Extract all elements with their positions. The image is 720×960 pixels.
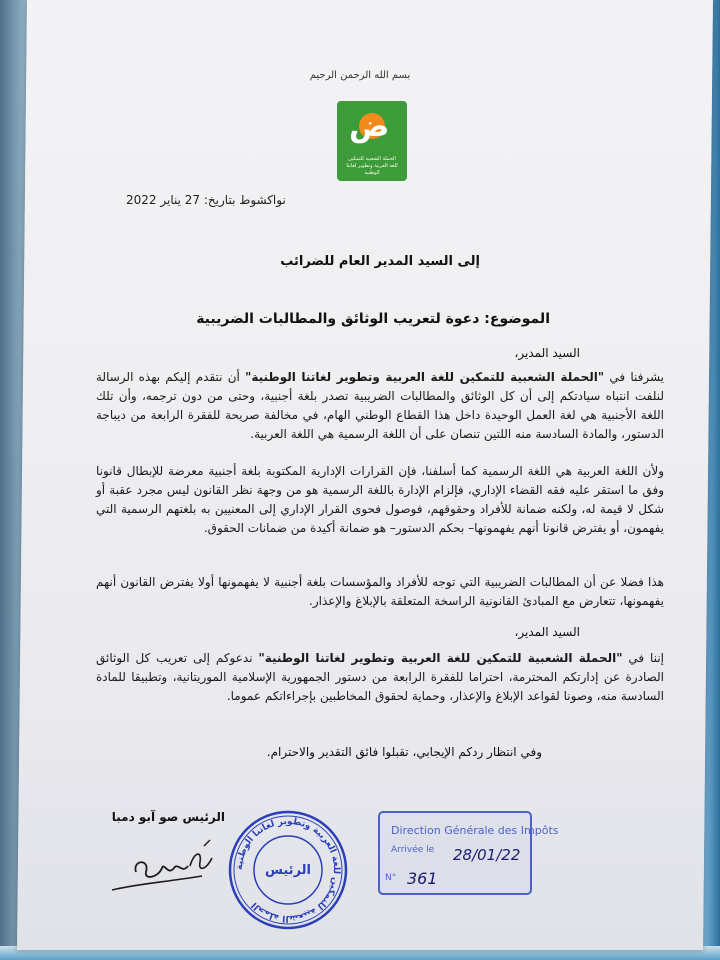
- paragraph-1-rest: أن نتقدم إليكم بهذه الرسالة لنلفت انتباه سيادتكم إلى أن كل الوثائق والمطالبات الضريبية تصدر بلغة أجنبية، وحتى من دون ترجمه، وأن تلك اللغة الأجنبية هي لغة العمل الوحيدة داخل هذا القطاع الوطني الهام، في مخالفة صريحة للفقرة الرابعة من ديباجة الدستور، والمادة السادسة منه اللتين تنصان على أن اللغة الرسمية هي اللغة العربية.: [96, 370, 664, 441]
- official-seal: [226, 808, 350, 932]
- stamp-number-label: N°: [385, 873, 397, 883]
- campaign-logo: [337, 101, 407, 181]
- campaign-name-2: "الحملة الشعبية للتمكين للغة العربية وتطوير لغاتنا الوطنية": [258, 651, 623, 665]
- paragraph-1-prefix: يشرفنا في: [604, 370, 665, 384]
- paragraph-3: هذا فضلا عن أن المطالبات الضريبية التي توجه للأفراد والمؤسسات بلغة أجنبية لا يفهمونها أولا يفترض القانون أنهم يفهمونها، تتعارض مع المبادئ القانونية الراسخة المتعلقة بالإبلاغ والإعذار.: [96, 575, 664, 608]
- signatory-name: الرئيس صو آبو دمبا: [111, 810, 225, 824]
- seal-center-text: الرئيس: [265, 863, 311, 878]
- salutation-1: السيد المدير،: [514, 346, 580, 360]
- handwritten-signature: [106, 832, 226, 902]
- logo-caption-line-2: للغة العربية وتطوير لغاتنا الوطنية: [346, 163, 398, 176]
- paragraph-4: [96, 649, 664, 706]
- closing-line: وفي انتظار ردكم الإيجابي، تقبلوا فائق التقدير والاحترام.: [266, 745, 542, 759]
- logo-caption: [341, 156, 403, 177]
- campaign-name-1: "الحملة الشعبية للتمكين للغة العربية وتطوير لغاتنا الوطنية": [245, 370, 605, 384]
- stamp-line-1: Direction Générale des Impôts: [391, 824, 559, 837]
- salutation-2: السيد المدير،: [514, 625, 580, 639]
- paragraph-4-rest: ندعوكم إلى تعريب كل الوثائق الصادرة عن إدارتكم المحترمة، احتراما للفقرة الرابعة من دستور الجمهورية الإسلامية الموريتانية، وتطبيقا للمادة السادسة منه، وصونا لقواعد الإبلاغ والإعذار، وحماية لحقوق المخاطبين بإجراءاتكم عموما.: [96, 651, 664, 703]
- basmala: بسم الله الرحمن الرحيم: [309, 70, 411, 81]
- logo-letter: ض: [349, 109, 390, 144]
- logo-caption-line-1: الحملة الشعبية للتمكين: [348, 156, 396, 162]
- seal-ring-text: الحملة الشعبية للتمكين للغة العربية وتطوير لغاتنا الوطنية: [234, 816, 342, 924]
- reception-stamp: [375, 808, 559, 898]
- paragraph-2: ولأن اللغة العربية هي اللغة الرسمية كما أسلفنا، فإن القرارات الإدارية المكتوبة بلغة أجنبية معرضة للإبطال قانونا وفق ما استقر عليه فقه القضاء الإداري، فإلزام الإدارة باللغة الرسمية هو من وجهة نظر القانون ليس مجرد عقبة أو شكل لا قيمة له، ولكنه ضمانة للأفراد وحقوقهم، فوصول فحوى القرار الإداري إلى المعنيين به بلغتهم الرسمية التي يفهمون، أو يفترض قانونا أنهم يفهمونها– بحكم الدستور– هو ضمانة أكيدة من ضمانات الحقوق.: [96, 464, 664, 535]
- stamp-date: 28/01/22: [453, 846, 521, 864]
- paragraph-1: [96, 368, 664, 444]
- paragraph-4-prefix: إننا في: [622, 651, 665, 665]
- subject-line: الموضوع: دعوة لتعريب الوثائق والمطالبات الضريبية: [196, 311, 550, 327]
- stamp-arrival-label: Arrivée le: [391, 845, 435, 855]
- stamp-number: 361: [407, 869, 438, 888]
- letter-date: نواكشوط بتاريخ: 27 يناير 2022: [126, 193, 286, 207]
- addressee: إلى السيد المدير العام للضرائب: [280, 254, 480, 269]
